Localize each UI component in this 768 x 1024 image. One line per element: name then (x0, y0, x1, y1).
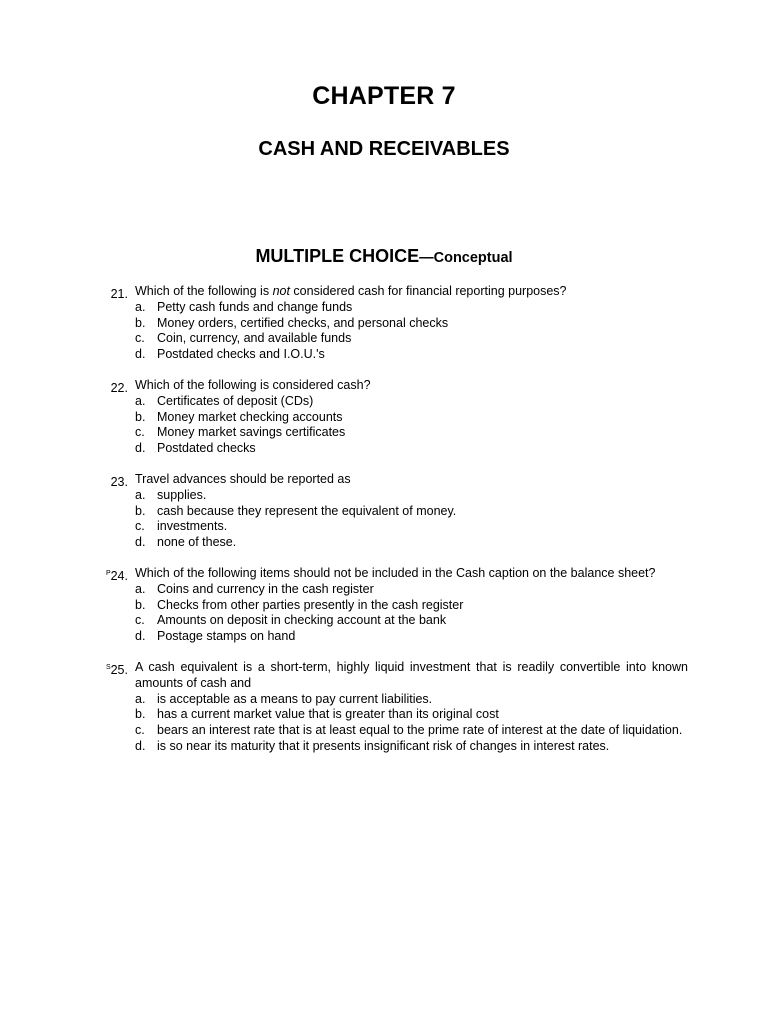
option-list (135, 300, 688, 363)
question-24 (90, 566, 688, 645)
section-heading (0, 246, 768, 267)
option-list (135, 488, 688, 551)
option-b: b. Money market checking accounts (135, 409, 343, 424)
option-d: d. Postdated checks and I.O.U.'s (135, 347, 325, 362)
question-22 (90, 378, 688, 457)
option-c: c. bears an interest rate that is at least equal to the prime rate of interest at the date of liquidation. (135, 723, 683, 738)
question-text: Which of the following items should not be included in the Cash caption on the balance sheet? (135, 565, 656, 580)
question-text: Travel advances should be reported as (135, 471, 351, 486)
question-25 (90, 660, 688, 755)
question-marker: S (105, 663, 111, 671)
question-text: Which of the following is considered cash? (135, 377, 371, 392)
question-marker: P (105, 569, 111, 577)
question-23 (90, 472, 688, 551)
option-a: a. Petty cash funds and change funds (135, 299, 353, 314)
question-text: Which of the following is not considered cash for financial reporting purposes? (135, 284, 567, 298)
chapter-subtitle: CASH AND RECEIVABLES (258, 138, 510, 160)
question-number: 21. (110, 287, 128, 301)
option-b: b. Checks from other parties presently in the cash register (135, 597, 464, 612)
option-c: c. Money market savings certificates (135, 425, 346, 440)
option-b: b. Money orders, certified checks, and personal checks (135, 315, 449, 330)
option-a: a. supplies. (135, 487, 207, 502)
option-list (135, 692, 688, 755)
question-number: 22. (110, 380, 128, 395)
section-heading-main: MULTIPLE CHOICE (255, 246, 420, 266)
option-a: a. is acceptable as a means to pay current liabilities. (135, 691, 433, 706)
question-list (90, 284, 688, 770)
option-b: b. has a current market value that is greater than its original cost (135, 707, 499, 722)
option-a: a. Coins and currency in the cash register (135, 581, 374, 596)
question-21 (90, 284, 688, 363)
option-d: d. Postdated checks (135, 441, 256, 456)
chapter-title: CHAPTER 7 (312, 82, 456, 110)
question-text: A cash equivalent is a short-term, highly liquid investment that is readily convertible into known amounts of cash and (135, 659, 688, 690)
section-heading-sub: —Conceptual (419, 250, 513, 266)
option-list (135, 582, 688, 645)
question-number: $^P$24. (105, 568, 128, 583)
option-list (135, 394, 688, 457)
option-c: c. Coin, currency, and available funds (135, 331, 352, 346)
option-d: d. none of these. (135, 535, 237, 550)
question-number: $^S$25. (105, 662, 128, 677)
option-a: a. Certificates of deposit (CDs) (135, 393, 314, 408)
question-number: 23. (110, 474, 128, 489)
option-b: b. cash because they represent the equivalent of money. (135, 503, 457, 518)
option-c: c. investments. (135, 519, 228, 534)
option-c: c. Amounts on deposit in checking account at the bank (135, 613, 447, 628)
option-d: d. is so near its maturity that it presents insignificant risk of changes in interest rates. (135, 738, 610, 753)
option-d: d. Postage stamps on hand (135, 629, 296, 644)
